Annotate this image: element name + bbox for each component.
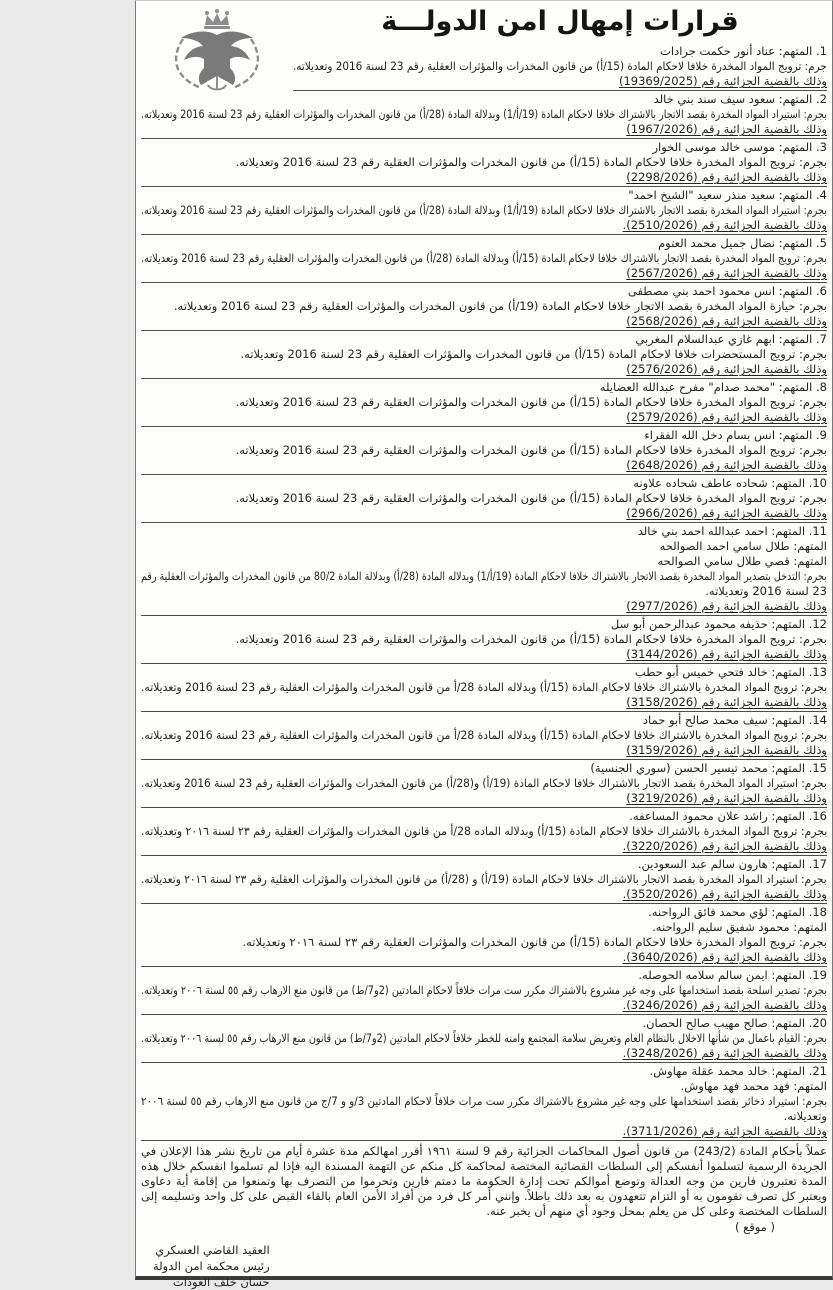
entry-line: 13. المتهم: خالد فتحي خميس أبو حطب <box>634 665 827 679</box>
entry-line: جرم: ترويج المواد المخدرة خلافا لاحكام المادة (15/أ) من قانون المخدرات والمؤثرات العقلية رقم 23 لسنة 2016 وتعديلاته. <box>293 59 827 73</box>
entry-line: بجرم: استيراد المواد المخدرة بقصد الاتجار بالاشتراك خلافا لاحكام المادة (19/أ) و(28/أ) من قانون المخدرات والمؤثرات العقلية رقم 23 لسنة 2016 وتعديلاته. <box>141 776 827 790</box>
defendant-entry <box>141 139 827 187</box>
entry-line: 7. المتهم: ابهم غازي عبدالسلام المغربي <box>635 332 827 346</box>
case-number-line: وذلك بالقضية الجزائية رقم (3248/2026). <box>622 1046 827 1060</box>
case-number-line: وذلك بالقضية الجزائية رقم (2579/2026) <box>626 410 827 424</box>
entry-line: بجرم: ترويج المستحضرات خلافا لاحكام المادة (15/أ) من قانون المخدرات والمؤثرات العقلية رقم 23 لسنة 2016 وتعديلاته. <box>240 347 827 361</box>
case-number-line: وذلك بالقضية الجزائية رقم (2568/2026) <box>626 314 827 328</box>
case-number-line: وذلك بالقضية الجزائية رقم (3158/2026) <box>626 695 827 709</box>
case-number-line: وذلك بالقضية الجزائية رقم (19369/2025) <box>618 74 827 88</box>
case-number-line: وذلك بالقضية الجزائية رقم (2977/2026) <box>626 599 827 613</box>
entry-line: بجرم: استيراد ذخائر بقصد استخدامها على وجه غير مشروع بالاشتراك مكرر ست مرات خلافاً لاحكام المادتين 3/و و 7/ج من قانون منع الارهاب رقم ٥٥ لسنة ٢٠٠٦ <box>140 1094 827 1108</box>
entry-line: بجرم: ترويج المواد المخدرة خلافا لاحكام المادة (15/أ) من قانون المخدرات والمؤثرات العقلية رقم 23 لسنة 2016 وتعديلاته. <box>235 632 827 646</box>
entry-line: المتهم: فهد محمد فهد مهاوش. <box>680 1079 827 1093</box>
entry-line: 20. المتهم: صالح مهيب صالح الحصان. <box>642 1016 827 1030</box>
entry-line: بجرم: حيازة المواد المخدرة بقصد الاتجار خلافا لاحكام المادة (19/أ) من قانون المخدرات والمؤثرات العقلية رقم 23 لسنة 2016 وتعديلاته. <box>173 299 827 313</box>
entry-line: 18. المتهم: لؤي محمد فائق الرواحنه. <box>648 905 827 919</box>
page-title: قرارات إمهال امن الدولـــة <box>381 6 739 37</box>
signature-block <box>153 1242 270 1290</box>
entry-line: 10. المتهم: شحاده عاطف شحاده علاونه <box>633 476 827 490</box>
defendant-entry <box>141 616 827 664</box>
entry-line: المتهم: قصي طلال سامي الصوالحه <box>657 554 827 568</box>
entry-line: وتعديلاته. <box>783 1109 827 1123</box>
entry-line: 9. المتهم: انس بسام دخل الله الفقراء <box>644 428 827 442</box>
legal-notice-paragraph: عملاً بأحكام المادة (243/2) من قانون أصول المحاكمات الجزائية رقم 9 لسنة ١٩٦١ أقرر امهالكم مدة عشرة أيام من تاريخ نشر هذا الإعلان في الجريدة الرسمية لتسلموا أنفسكم إلى السلطات القضائية المختصة لمحاكمة كل منكم عن التهمة المسندة اليه فإذا لم تسلموا انفسكم خلال هذه المدة تعتبرون فارين من وجه العدالة وتوضع أموالكم تحت إدارة الحكومة ما دمتم فارين وتحرموا من التصرف بها وتمنعوا من إقامة أية دعاوى ويعتبر كل تصرف تقومون به أو التزام تتعهدون به بعد ذلك باطلاً. وإنني أمر كل فرد من أفراد الأمن العام بالقاء القبض على كل واحد وتسليمه إلى السلطات المختصة وعلى كل من يعلم بمحل وجود أي منهم أن يخبر عنه. <box>141 1144 827 1218</box>
entry-line: 14. المتهم: سيف محمد صالح أبو حماد <box>642 713 827 727</box>
signer-rank: العقيد القاضي العسكري <box>155 1243 270 1257</box>
defendant-entry <box>141 904 827 967</box>
entry-line: بجرم: ترويج المواد المخدرة خلافا لاحكام المادة (15/أ) من قانون المخدرات والمؤثرات العقلية رقم 23 لسنة 2016 وتعديلاته. <box>235 491 827 505</box>
defendant-entry <box>141 664 827 712</box>
defendant-entry <box>141 331 827 379</box>
entry-line: بجرم: ترويج المواد المخدرة خلافا لاحكام المادة (15/أ) من قانون المخدرات والمؤثرات العقلية رقم 23 لسنة 2016 وتعديلاته. <box>235 395 827 409</box>
defendant-entry <box>141 967 827 1015</box>
case-number-line: وذلك بالقضية الجزائية رقم (2648/2026) <box>626 458 827 472</box>
case-number-line: وذلك بالقضية الجزائية رقم (3640/2026). <box>622 950 827 964</box>
entry-line: 23 لسنة 2016 وتعديلاته. <box>705 584 827 598</box>
signer-title: رئيس محكمة امن الدولة <box>153 1259 270 1273</box>
entry-line: المتهم: طلال سامي احمد الصوالحه <box>659 539 827 553</box>
defendant-entry <box>141 235 827 283</box>
defendant-entry <box>141 760 827 808</box>
case-number-line: وذلك بالقضية الجزائية رقم (3246/2026). <box>622 998 827 1012</box>
entry-line: 1. المتهم: عناد أنور حكمت جرادات <box>660 44 827 58</box>
entry-line: 15. المتهم: محمد تيسير الحسن (سوري الجنسية) <box>590 761 827 775</box>
defendant-entry <box>141 283 827 331</box>
entry-line: بجرم: ترويج المواد المخدرة بقصد الاتجار بالاشتراك خلافا لاحكام المادة (15/أ) وبدلالة المادة (28/أ) من قانون المخدرات والمؤثرات العقلية رقم 23 لسنة 2016 وتعديلاته. <box>141 251 827 265</box>
entry-line: بجرم: ترويج المواد المخدرة بالاشتراك خلافا لاحكام المادة (15/أ) وبدلاله المادة 28/أ من قانون المخدرات والمؤثرات العقلية رقم 23 لسنة 2016 وتعديلاته. <box>140 728 827 742</box>
defendant-entry <box>141 856 827 904</box>
case-number-line: وذلك بالقضية الجزائية رقم (2966/2026) <box>626 506 827 520</box>
defendant-entry <box>141 1015 827 1063</box>
entry-line: 21. المتهم: خالد محمد عقلة مهاوش. <box>649 1064 827 1078</box>
entry-line: بجرم: استيراد المواد المخدرة بقصد الاتجار بالاشتراك خلافا لاحكام المادة (19/أ/1) وبدلالة المادة (28/أ) من قانون المخدرات والمؤثرات العقلية رقم 23 لسنة 2016 وتعديلاته. <box>141 107 827 121</box>
case-number-line: وذلك بالقضية الجزائية رقم (3219/2026) <box>626 791 827 805</box>
entry-line: 19. المتهم: ايمن سالم سلامه الحوصله. <box>638 968 827 982</box>
defendant-entry <box>141 523 827 616</box>
entry-line: بجرم: القيام باعمال من شأنها الاخلال بالنظام العام وتعريض سلامة المجتمع وامنه للخطر خلافاً لاحكام المادتين (2و7/ط) من قانون منع الارهاب رقم ٥٥ لسنة ٢٠٠٦ وتعديلاته. <box>141 1031 827 1045</box>
case-number-line: وذلك بالقضية الجزائية رقم (2567/2026) <box>626 266 827 280</box>
entry-line: 4. المتهم: سعيد منذر سعيد "الشيخ احمد" <box>628 188 827 202</box>
entry-line: 3. المتهم: موسى خالد موسى الخوار <box>652 140 827 154</box>
signed-placeholder: ( موقع ) <box>734 1220 775 1234</box>
defendant-entry <box>141 475 827 523</box>
defendant-entry <box>141 187 827 235</box>
entry-line: بجرم: استيراد المواد المخدرة بقصد الاتجار بالاشتراك خلافا لاحكام المادة (19/أ/1) وبدلالة المادة (28/أ) من قانون المخدرات والمؤثرات العقلية رقم 23 لسنة 2016 وتعديلاته. <box>141 203 827 217</box>
entry-line: بجرم: ترويج المواد المخدرة خلافا لاحكام المادة (15/أ) من قانون المخدرات والمؤثرات العقلية رقم 23 لسنة 2016 وتعديلاته. <box>235 155 827 169</box>
case-number-line: وذلك بالقضية الجزائية رقم (3159/2026) <box>626 743 827 757</box>
entry-line: 8. المتهم: "محمد صدام" مفرح عبدالله العضايله <box>599 380 827 394</box>
defendant-entry <box>141 712 827 760</box>
entry-line: 11. المتهم: احمد عبدالله احمد بني خالد <box>637 524 827 538</box>
entry-line: 2. المتهم: سعود سيف سند بني خالد <box>653 92 827 106</box>
case-number-line: وذلك بالقضية الجزائية رقم (3711/2026). <box>622 1124 827 1138</box>
entry-line: 5. المتهم: نضال جميل محمد العتوم <box>658 236 827 250</box>
defendant-entry <box>141 379 827 427</box>
entry-line: بجرم: ترويج المواد المخدرة خلافا لاحكام المادة (15/أ) من قانون المخدرات والمؤثرات العقلية رقم ٢٣ لسنة ٢٠١٦ وتعديلاته. <box>242 935 827 949</box>
entry-line: المتهم: محمود شفيق سليم الرواحنه. <box>652 920 827 934</box>
defendant-entry <box>141 427 827 475</box>
entry-line: بجرم: ترويج المواد المخدرة بالاشتراك خلافا لاحكام المادة (15/أ) وبدلاله المادة 28/أ من قانون المخدرات والمؤثرات العقلية رقم 23 لسنة 2016 وتعديلاته. <box>140 680 827 694</box>
entry-line: بجرم: التدخل بتصدير المواد المخدرة بقصد الاتجار بالاشتراك خلافا لاحكام المادة (19/أ/1) وبدلاله المادة (28/أ) وبدلالة المادة 80/2 من قانون المخدرات والمؤثرات العقلية رقم <box>141 569 827 583</box>
case-number-line: وذلك بالقضية الجزائية رقم (3520/2026). <box>622 887 827 901</box>
case-number-line: وذلك بالقضية الجزائية رقم (2298/2026) <box>626 170 827 184</box>
entry-line: 17. المتهم: هارون سالم عبد السعودين. <box>637 857 827 871</box>
signer-name: حسان خلف العودات <box>172 1275 270 1289</box>
defendant-entry <box>141 1063 827 1141</box>
case-number-line: وذلك بالقضية الجزائية رقم (2510/2026). <box>622 218 827 232</box>
entry-line: 6. المتهم: انس محمود احمد بني مصطفى <box>627 284 827 298</box>
entry-line: بجرم: تصدير اسلحة بقصد استخدامها على وجه غير مشروع بالاشتراك مكرر ست مرات خلافاً لاحكام المادتين (2و7/ط) من قانون منع الارهاب رقم ٥٥ لسنة ٢٠٠٦ وتعديلاته. <box>141 983 827 997</box>
entry-line: 16. المتهم: راشد علان محمود المساعفه. <box>629 809 827 823</box>
entry-line: بجرم: ترويج المواد المخدرة بالاشتراك خلافا لاحكام المادة (15/أ) وبدلاله الماده 28/أ من قانون المخدرات والمؤثرات العقلية رقم ٢٣ لسنة ٢٠١٦ وتعديلاته. <box>140 824 827 838</box>
case-number-line: وذلك بالقضية الجزائية رقم (3220/2026). <box>622 839 827 853</box>
entry-line: 12. المتهم: حذيفه محمود عبدالرحمن أبو سل <box>610 617 827 631</box>
document-page <box>135 0 833 1289</box>
jordan-security-emblem <box>141 3 293 99</box>
case-number-line: وذلك بالقضية الجزائية رقم (3144/2026) <box>626 647 827 661</box>
case-number-line: وذلك بالقضية الجزائية رقم (2576/2026) <box>626 362 827 376</box>
entry-line: بجرم: استيراد المواد المخدرة بقصد الاتجار بالاشتراك خلافا لاحكام المادة (19/أ) و (28/أ) من قانون المخدرات والمؤثرات العقلية رقم ٢٣ لسنة ٢٠١٦ وتعديلاته. <box>141 872 827 886</box>
eagle-crown-wreath-icon <box>147 5 287 97</box>
case-number-line: وذلك بالقضية الجزائية رقم (1967/2026) <box>626 122 827 136</box>
defendant-entry <box>141 808 827 856</box>
entries-list <box>141 43 827 1141</box>
entry-line: بجرم: ترويج المواد المخدرة خلافا لاحكام المادة (15/أ) من قانون المخدرات والمؤثرات العقلية رقم 23 لسنة 2016 وتعديلاته. <box>235 443 827 457</box>
